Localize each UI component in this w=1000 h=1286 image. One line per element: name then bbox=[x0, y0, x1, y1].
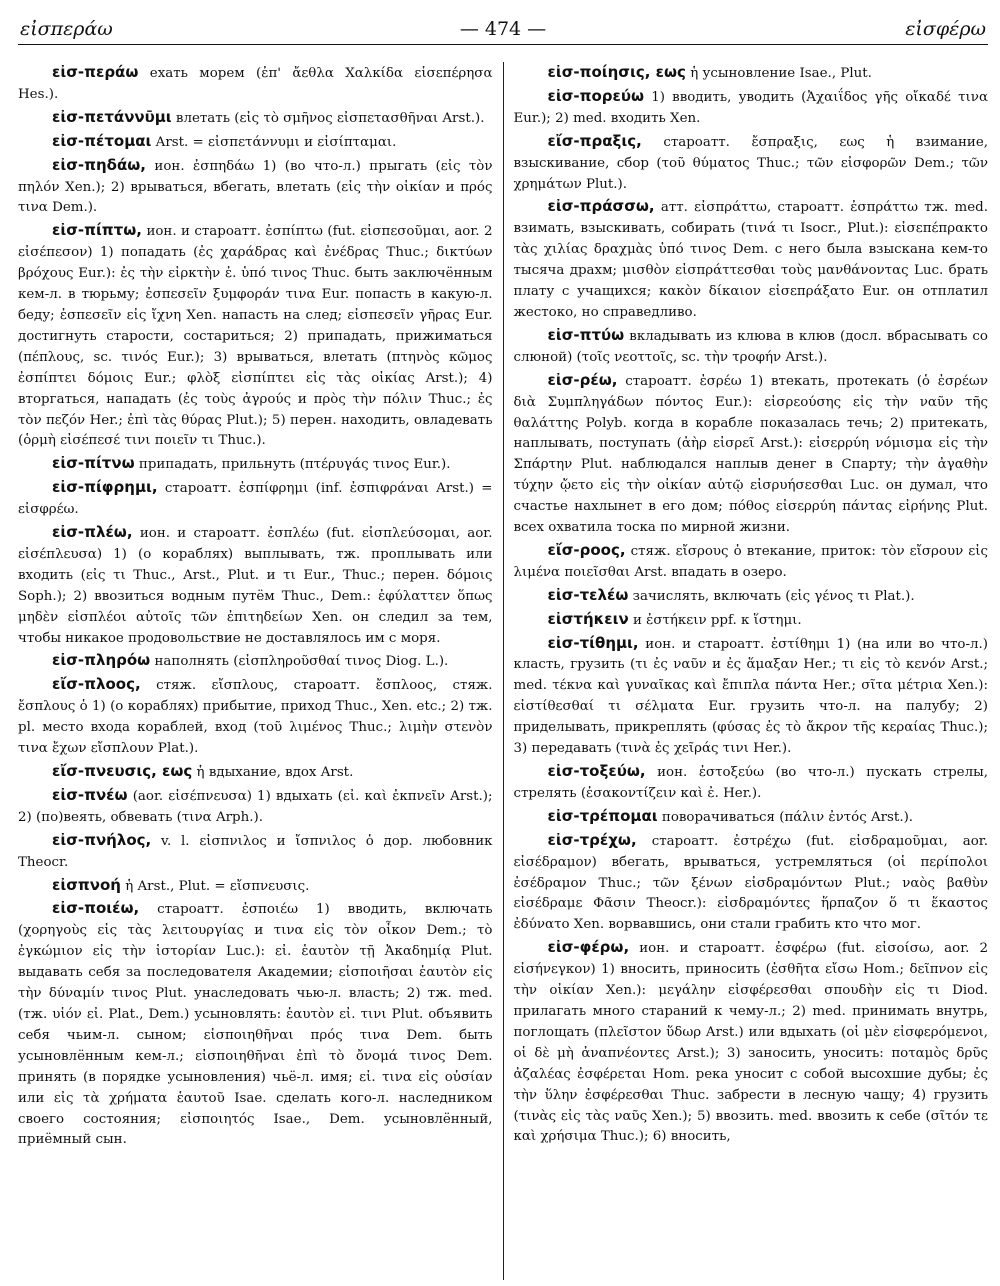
entry-headword: εἰσ-πίπτω, bbox=[52, 221, 142, 240]
dictionary-entry bbox=[18, 875, 493, 898]
entry-definition: староатт. ἐστρέχω (fut. εἰσδραμοῦμαι, aor. εἰσέδραμον) вбегать, врываться, устремляться (οἱ περίπολοι ἐσέδραμον Thuc.; τῶν ξένων εἰσδραμόντων Plut.; ναὸς βαθὺν εἰσέδραμε Φᾶσιν Theocr.): εἰσδραμόντες ἥρπαζον ὅ τι ἕκαστος ἐδύνατο Xen. ворвавшись, они стали грабить кто что мог. bbox=[513, 833, 988, 933]
dictionary-entry bbox=[18, 477, 493, 521]
entry-headword: εἰσ-πορεύω bbox=[547, 86, 645, 105]
dictionary-entry bbox=[514, 196, 989, 323]
dictionary-entry bbox=[18, 453, 493, 476]
header-first-word: εἰσπεράω bbox=[20, 18, 113, 40]
columns bbox=[18, 62, 988, 1280]
dictionary-entry bbox=[18, 761, 493, 784]
dictionary-entry bbox=[514, 325, 989, 369]
entry-headword: εἰσ-τελέω bbox=[547, 585, 629, 604]
entry-definition: ехать морем (ἐπ' ἄεθλα Χαλκίδα εἰσεπέρησα Hes.). bbox=[18, 66, 493, 102]
dictionary-entry bbox=[514, 86, 989, 130]
page-header bbox=[18, 14, 988, 44]
entry-definition: ион. и староатт. ἐσφέρω (fut. εἰσοίσω, aor. 2 εἰσήνεγκον) 1) вносить, приносить (ἐσθῆτα εἴσω Hom.; δεῖπνον εἰς τὴν οἰκίαν Xen.): μεγάλην εἰσφέρεσθαι σπουδὴν εἰς τι Diod. прилагать много стараний к чему-л.; 2) med. принимать внутрь, поглощать (πλεῖστον ὕδωρ Arst.) или вдыхать (οἱ μὲν εἰσφερόμενοι, οἱ δὲ μὴ ἀναπνέοντες Arst.); 3) заносить, уносить: ποταμὸς δρῦς ἀζαλέας ἐσφέρεται Hom. река уносит с собой высохшие дубы; ἐς τὴν ὕλην ἐσφέρεσθαι Thuc. забрести в лесную чащу; 4) грузить (τινὰς εἰς τὰς ναῦς Xen.); 5) ввозить. med. ввозить к себе (σῖτόν τε καὶ χρήσιμα Thuc.); 6) вносить, bbox=[513, 941, 988, 1145]
dictionary-entry bbox=[514, 131, 989, 196]
dictionary-entry bbox=[514, 806, 989, 829]
header-rule bbox=[18, 44, 988, 45]
entry-headword: εἴσ-ροος, bbox=[547, 540, 626, 559]
entry-headword: εἰσ-πληρόω bbox=[52, 651, 151, 670]
dictionary-entry bbox=[514, 937, 989, 1148]
dictionary-entry bbox=[514, 761, 989, 805]
entry-definition: ἡ вдыхание, вдох Arst. bbox=[196, 765, 354, 780]
entry-definition: стяж. εἴσπλους, староатт. ἔσπλοος, стяж. ἔσπλους ὁ 1) (о кораблях) прибытие, приход Thuc., Xen. etc.; 2) тж. pl. место входа кораблей, вход (τοῦ λιμένος Thuc.; λιμὴν στενὸν τινα ἔχων εἴσπλουν Plat.). bbox=[18, 678, 493, 757]
entry-headword: εἴσ-πλοος, bbox=[52, 675, 141, 694]
entry-headword: εἰσ-ποιέω, bbox=[52, 899, 140, 918]
entry-headword: εἰσ-πνέω bbox=[52, 785, 128, 804]
dictionary-entry bbox=[18, 107, 493, 130]
entry-headword: εἰσ-ρέω, bbox=[547, 370, 618, 389]
dictionary-entry bbox=[18, 522, 493, 649]
dictionary-entry bbox=[18, 898, 493, 1151]
entry-definition: v. l. εἰσπνιλος и ἴσπνιλος ὁ дор. любовник Theocr. bbox=[18, 833, 493, 870]
entry-headword: εἰσ-τοξεύω, bbox=[547, 762, 646, 780]
entry-headword: εἰσ-πράσσω, bbox=[547, 197, 655, 216]
entry-definition: ἡ Arst., Plut. = εἴσπνευσις. bbox=[125, 878, 310, 894]
dictionary-entry bbox=[514, 609, 989, 632]
entry-headword: εἰσ-τρέχω, bbox=[547, 830, 637, 849]
entry-definition: ἡ усыновление Isae., Plut. bbox=[690, 66, 872, 81]
dictionary-entry bbox=[18, 830, 493, 874]
entry-definition: атт. εἰσπράττω, староатт. ἐσπράττω тж. med. взимать, взыскивать, собирать (τινά τι Isocr., Plut.): εἰσεπέπρακτο τὰς χιλίας δραχμὰς ὑπό τινος Dem. с него была взыскана кем-то тысяча драхм; μισθὸν εἰσπράττεσθαι τοὺς μανθάνοντας Luc. брать плату с учащихся; κακὸν δίκαιον εἰσεπράξατο Eur. он отплатил жестоко, но справедливо. bbox=[513, 200, 988, 320]
entry-definition: зачислять, включать (εἰς γένος τι Plat.). bbox=[632, 588, 915, 604]
dictionary-entry bbox=[514, 540, 989, 584]
left-column bbox=[18, 62, 503, 1280]
entry-headword: εἰσπνοή bbox=[52, 875, 121, 894]
dictionary-entry bbox=[514, 830, 989, 937]
entry-definition: ион. и староатт. ἐστίθημι 1) (на или во что-л.) класть, грузить (τι ἐς ναῦν и ἐς ἅμαξαν Her.; τι εἰς τὸ κενόν Arst.; med. τέκνα καὶ γυναῖκας καὶ ἔπιπλα πάντα Her.; σῖτα μέτρια Xen.): εἰστίθεσθαί τι σέλματα Eur. грузить что-л. на палубу; 2) приделывать, прикреплять (φύσας ἐς τὸ ἄκρον τῆς κεραίας Thuc.); 3) передавать (τινὰ ἐς χεῖράς τινι Her.). bbox=[513, 636, 988, 757]
entry-headword: εἰσ-φέρω, bbox=[547, 938, 630, 957]
entry-headword: εἰσ-ποίησις, εως bbox=[547, 63, 686, 81]
dictionary-entry bbox=[514, 585, 989, 608]
entry-headword: εἴσ-πνευσις, εως bbox=[52, 762, 193, 780]
right-column bbox=[504, 62, 989, 1280]
dictionary-entry bbox=[18, 785, 493, 829]
page-number: — 474 — bbox=[459, 18, 547, 40]
entry-definition: поворачиваться (πάλιν ἐντός Arst.). bbox=[661, 809, 914, 825]
entry-definition: стяж. εἴσρους ὁ втекание, приток: τὸν εἴσρουν εἰς λιμένα ποιεῖσθαι Arst. впадать в озеро. bbox=[513, 543, 988, 580]
entry-headword: εἰσ-πλέω, bbox=[52, 523, 133, 542]
entry-definition: 1) вводить, уводить (Ἀχαιΐδος γῆς οἴκαδέ τινα Eur.); 2) med. входить Xen. bbox=[513, 89, 988, 126]
entry-definition: влетать (εἰς τὸ σμῆνος εἰσπετασθῆναι Arst.). bbox=[175, 110, 485, 126]
entry-definition: ион. и староатт. ἐσπλέω (fut. εἰσπλεύσομαι, aor. εἰσέπλευσα) 1) (о кораблях) выплывать, тж. проплывать или входить (εἰς τι Thuc., Arst., Plut. и τι Eur., Thuc.; перен. δόμοις Soph.); 2) ввозиться водным путём Thuc., Dem.: ἐφύλαττεν ὅπως μηδὲν εἰσπλέοι αὐτοῖς τῶν ἐπιτηδείων Xen. он следил за тем, чтобы никакое продовольствие не доставлялось им с моря. bbox=[18, 526, 493, 646]
dictionary-entry bbox=[18, 155, 493, 220]
entry-headword: εἰσ-πνήλος, bbox=[52, 830, 152, 849]
entry-headword: εἰσ-πηδάω, bbox=[52, 155, 146, 174]
entry-definition: наполнять (εἰσπληροῦσθαί τινος Diog. L.). bbox=[154, 654, 449, 670]
dictionary-entry bbox=[514, 62, 989, 85]
entry-headword: εἰσ-πίτνω bbox=[52, 454, 135, 473]
header-last-word: εἰσφέρω bbox=[905, 18, 986, 40]
dictionary-entry bbox=[18, 674, 493, 760]
entry-headword: εἰσ-πίφρημι, bbox=[52, 478, 158, 497]
dictionary-entry bbox=[514, 633, 989, 760]
entry-definition: вкладывать из клюва в клюв (досл. вбрасывать со слюной) (τοῖς νεοττοῖς, sc. τὴν τροφήν Arst.). bbox=[513, 328, 988, 365]
dictionary-entry bbox=[18, 62, 493, 106]
entry-definition: Arst. = εἰσπετάννυμι и εἰσίπταμαι. bbox=[155, 134, 397, 150]
entry-definition: (aor. εἰσέπνευσα) 1) вдыхать (εἰ. καὶ ἐκπνεῖν Arst.); 2) (по)веять, обвевать (τινα Arph.). bbox=[18, 788, 493, 825]
entry-definition: и ἐστήκειν ppf. к ἵστημι. bbox=[632, 612, 802, 628]
entry-definition: припадать, прильнуть (πτέρυγάς τινος Eur.). bbox=[138, 457, 451, 473]
entry-definition: ион. ἐστοξεύω (во что-л.) пускать стрелы, стрелять (ἐσακοντίζειν καὶ ἐ. Her.). bbox=[513, 765, 988, 801]
entry-definition: староатт. ἐσποιέω 1) вводить, включать (χορηγοὺς εἰς τὰς λειτουργίας и τινα εἰς τὸν οἶκον Dem.; τὸ ἐγκώμιον εἰς τὴν ἱστορίαν Luc.): εἰ. ἑαυτὸν τῇ Ἀκαδημίᾳ Plut. выдавать себя за последователя Академии; εἰσποιῆσαι ἑαυτὸν εἰς τὴν δύναμίν τινος Plut. унаследовать чью-л. власть; 2) тж. med. (тж. υἱόν εἰ. Plat., Dem.) усыновлять: ἑαυτὸν εἰ. τινι Plut. объявить себя чьим-л. сыном; εἰσποιηθῆναι πρός τινα Dem. быть усыновлённым кем-л.; εἰσποιηθῆναι ἐπὶ τὸ ὄνομά τινος Dem. принять (в порядке усыновления) чьё-л. имя; εἰ. τινα εἰς οὐσίαν или εἰς τὰ χρήματα ἑαυτοῦ Isae. сделать кого-л. наследником своего состояния; εἰσποιητός Isae., Dem. усыновлённый, приёмный сын. bbox=[18, 902, 493, 1148]
dictionary-entry bbox=[18, 220, 493, 452]
entry-headword: εἰσ-τρέπομαι bbox=[547, 806, 658, 825]
entry-headword: εἰσ-πετάννῡμι bbox=[52, 107, 172, 126]
entry-definition: староатт. ἐσπίφρημι (inf. ἐσπιφράναι Arst.) = εἰσφρέω. bbox=[18, 481, 493, 518]
entry-headword: εἰστήκειν bbox=[547, 609, 629, 628]
entry-definition: староатт. ἔσπραξις, εως ἡ взимание, взыскивание, сбор (τοῦ θύματος Thuc.; τῶν εἰσφορῶν Dem.; τῶν χρημάτων Plut.). bbox=[513, 134, 988, 192]
dictionary-entry bbox=[18, 650, 493, 673]
entry-definition: ион. и староатт. ἐσπίπτω (fut. εἰσπεσοῦμαι, aor. 2 εἰσέπεσον) 1) попадать (ἐς χαράδρας καὶ ἐνέδρας Thuc.; δικτύων βρόχους Eur.): ἐς τὴν εἱρκτὴν ἐ. ὑπό τινος Thuc. быть заключённым кем-л. в тюрьму; ἐσπεσεῖν ξυμφοράν τινα Eur. попасть в какую-л. беду; ἐσπεσεῖν εἰς ἴχνη Xen. напасть на след; εἰσπεσεῖν γῆρας Eur. достигнуть старости, состариться; 2) припадать, прижиматься (πέπλους, sc. τινός Eur.); 3) врываться, влетать (πτηνὸς κῶμος ἐσπίπτει δόμοις Eur.; φλὸξ εἰσπίπτει εἰς τὰς οἰκίας Arst.); 4) вторгаться, нападать (ἐς τοὺς ἀγρούς и πρὸς τὴν πόλιν Thuc.; ἐς τὸν πεζόν Her.; ἐπὶ τὰς θύρας Plut.); 5) перен. находить, овладевать (ὁρμὴ εἰσέπεσέ τινι ποιεῖν τι Thuc.). bbox=[18, 224, 493, 449]
entry-headword: εἴσ-πραξις, bbox=[547, 131, 642, 150]
entry-headword: εἰσ-περάω bbox=[52, 63, 139, 81]
dictionary-entry bbox=[18, 131, 493, 154]
entry-headword: εἰσ-τίθημι, bbox=[547, 633, 639, 652]
entry-definition: староатт. ἐσρέω 1) втекать, протекать (ὁ ἐσρέων διὰ Συμπληγάδων πόντος Eur.): εἰσρεούσης εἰς τὴν ναῦν τῆς θαλάττης Polyb. когда в корабле показалась течь; 2) притекать, наплывать, поступать (ἀὴρ εἰσρεῖ Arst.): εἰσερρύη νόμισμα εἰς τὴν Σπάρτην Plut. наблюдался наплыв денег в Спарту; τὴν ἀγαθὴν τύχην ᾤετο εἰς τὴν οἰκίαν αὐτῷ εἰσρυήσεσθαι Luc. он думал, что счастье нахлынет в его дом; πόθος εἰσερρύη πάντας εἰρήνης Plut. всех охватила тоска по мирной жизни. bbox=[513, 373, 988, 536]
entry-headword: εἰσ-πέτομαι bbox=[52, 131, 152, 150]
entry-definition: ион. ἐσπηδάω 1) (во что-л.) прыгать (εἰς τὸν πηλόν Xen.); 2) врываться, вбегать, влетать (εἰς τὴν οἰκίαν и πρός τινα Dem.). bbox=[18, 158, 493, 216]
entry-headword: εἰσ-πτύω bbox=[547, 325, 625, 344]
dictionary-entry bbox=[514, 370, 989, 539]
